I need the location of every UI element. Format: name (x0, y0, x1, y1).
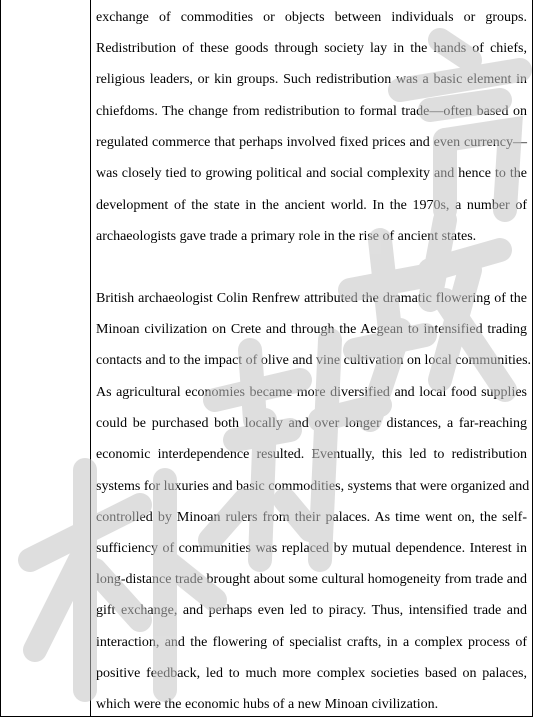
text-line: controlled by Minoan rulers from their palaces. As time went on, the self- (96, 510, 527, 525)
text-line: which were the economic hubs of a new Minoan civilization. (96, 697, 439, 712)
text-line: systems for luxuries and basic commodities, systems that were organized and (96, 479, 530, 494)
text-line: gift exchange, and perhaps even led to piracy. Thus, intensified trade and (96, 603, 527, 618)
text-line: chiefdoms. The change from redistribution to formal trade—often based on (96, 104, 527, 119)
text-line: contacts and to the impact of olive and vine cultivation on local communities. (96, 353, 532, 368)
text-line: archaeologists gave trade a primary role in the rise of ancient states. (96, 229, 477, 244)
text-line: As agricultural economies became more diversified and local food supplies (96, 385, 527, 400)
text-line: Minoan civilization on Crete and through the Aegean to intensified trading (96, 322, 527, 337)
text-line: British archaeologist Colin Renfrew attributed the dramatic flowering of the (96, 291, 527, 306)
text-line: could be purchased both locally and over longer distances, a far-reaching (96, 416, 527, 431)
text-line: economic interdependence resulted. Eventually, this led to redistribution (96, 447, 527, 462)
text-line: development of the state in the ancient world. In the 1970s, a number of (96, 198, 527, 213)
text-line: was closely tied to growing political and social complexity and hence to the (96, 166, 527, 181)
left-column-cell (0, 0, 91, 717)
text-line: sufficiency of communities was replaced by mutual dependence. Interest in (96, 541, 527, 556)
text-line: regulated commerce that perhaps involved fixed prices and even currency— (96, 135, 527, 150)
text-line: Redistribution of these goods through society lay in the hands of chiefs, (96, 41, 527, 56)
text-line: positive feedback, led to much more complex societies based on palaces, (96, 666, 527, 681)
text-line: religious leaders, or kin groups. Such redistribution was a basic element in (96, 72, 527, 87)
text-line: interaction, and the flowering of specialist crafts, in a complex process of (96, 635, 527, 650)
text-line: long-distance trade brought about some cultural homogeneity from trade and (96, 572, 527, 587)
text-line: exchange of commodities or objects between individuals or groups. (96, 10, 527, 25)
